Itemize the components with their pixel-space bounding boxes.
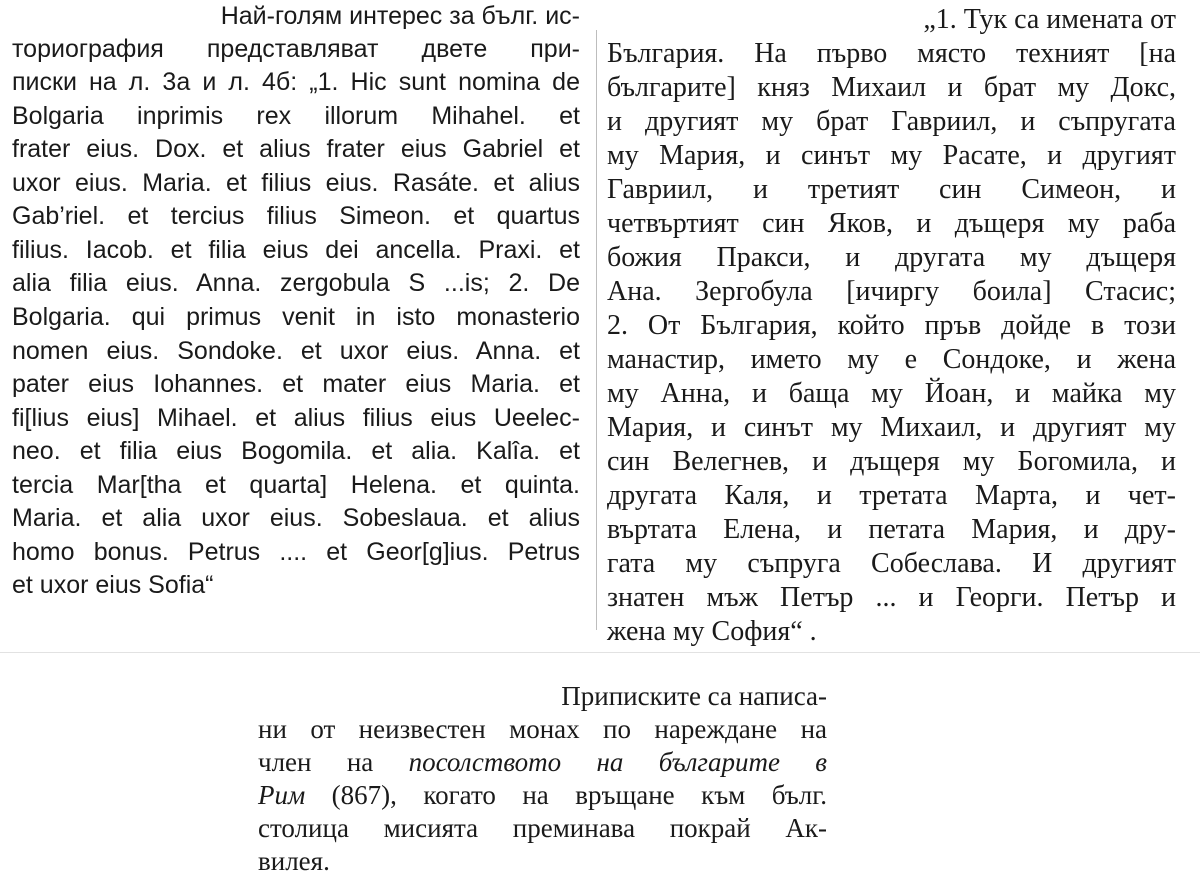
text-line: Най-голям интерес за бълг. ис-: [220, 2, 580, 30]
scan-edge-line: [596, 30, 597, 630]
text-line: въртата Елена, и петата Мария, и дру-: [607, 514, 1176, 545]
text-line: ни от неизвестен монах по нареждане на: [258, 714, 827, 744]
text-line: столица мисията преминава покрай Ак-: [258, 813, 827, 843]
text-line: „1. Тук са имената от: [923, 4, 1176, 35]
text-line: pater eius Iohannes. et mater eius Maria. et: [12, 370, 580, 398]
text-line: frater eius. Dox. et alius frater eius Gabriel et: [12, 135, 580, 163]
text-line: neo. et filia eius Bogomila. et alia. Kalîa. et: [12, 437, 580, 465]
text-line: uxor eius. Maria. et filius eius. Rasáte. et alius: [12, 169, 580, 197]
text-line: вилея.: [258, 846, 330, 876]
text-line: знатен мъж Петър ... и Георги. Петър и: [607, 582, 1176, 613]
text-line: Maria. et alia uxor eius. Sobeslaua. et alius: [12, 504, 580, 532]
text-line: Gab’riel. et tercius filius Simeon. et quartus: [12, 202, 580, 230]
text-line: homo bonus. Petrus .... et Geor[g]ius. Petrus: [12, 538, 580, 566]
text-line: 2. От България, който пръв дойде в този: [607, 310, 1176, 341]
text-line: Ана. Зергобула [ичиргу боила] Стасис;: [607, 276, 1176, 307]
text-line: българите] княз Михаил и брат му Докс,: [607, 72, 1176, 103]
text-line: [258, 782, 827, 809]
scan-edge-line: [0, 652, 1200, 653]
text-line: му Мария, и синът му Расате, и другият: [607, 140, 1176, 171]
text-line: България. На първо място техният [на: [607, 38, 1176, 69]
text-line: Гавриил, и третият син Симеон, и: [607, 174, 1176, 205]
text-line: гата му съпруга Собеслава. И другият: [607, 548, 1176, 579]
text-line: другата Каля, и третата Марта, и чет-: [607, 480, 1176, 511]
italic-text: Рим: [258, 780, 306, 810]
text-line: ториография представляват двете при-: [12, 35, 580, 63]
text-line: filius. Iacob. et filia eius dei ancella. Praxi. et: [12, 236, 580, 264]
text-line: Bolgaria inprimis rex illorum Mihahel. et: [12, 102, 580, 130]
text-line: fi[lius eius] Mihael. et alius filius eius Ueelec-: [12, 404, 580, 432]
text-line: Bolgaria. qui primus venit in isto monasterio: [12, 303, 580, 331]
text-line: Мария, и синът му Михаил, и другият му: [607, 412, 1176, 443]
text-line: божия Пракси, и другата му дъщеря: [607, 242, 1176, 273]
text-line: Приписките са написа-: [561, 681, 827, 711]
italic-text: посолството на българите в: [408, 747, 827, 777]
text-line: и другият му брат Гавриил, и съпругата: [607, 106, 1176, 137]
text-line: манастир, името му е Сондоке, и жена: [607, 344, 1176, 375]
text-line: четвъртият син Яков, и дъщеря му раба: [607, 208, 1176, 239]
text-line: et uxor eius Sofia“: [12, 571, 214, 599]
text-span: член на: [258, 747, 409, 777]
text-line: alia filia eius. Anna. zergobula S ...is; 2. De: [12, 269, 580, 297]
text-line: nomen eius. Sondoke. et uxor eius. Anna. et: [12, 337, 580, 365]
text-line: жена му София“ .: [607, 616, 817, 647]
text-span: (867), когато на връщане към бълг.: [305, 780, 827, 810]
text-line: tercia Mar[tha et quarta] Helena. et quinta.: [12, 471, 580, 499]
text-line: писки на л. 3а и л. 4б: „1. Hic sunt nomina de: [12, 68, 580, 96]
text-line: му Анна, и баща му Йоан, и майка му: [607, 378, 1176, 409]
text-line: [258, 749, 827, 776]
text-line: син Велегнев, и дъщеря му Богомила, и: [607, 446, 1176, 477]
